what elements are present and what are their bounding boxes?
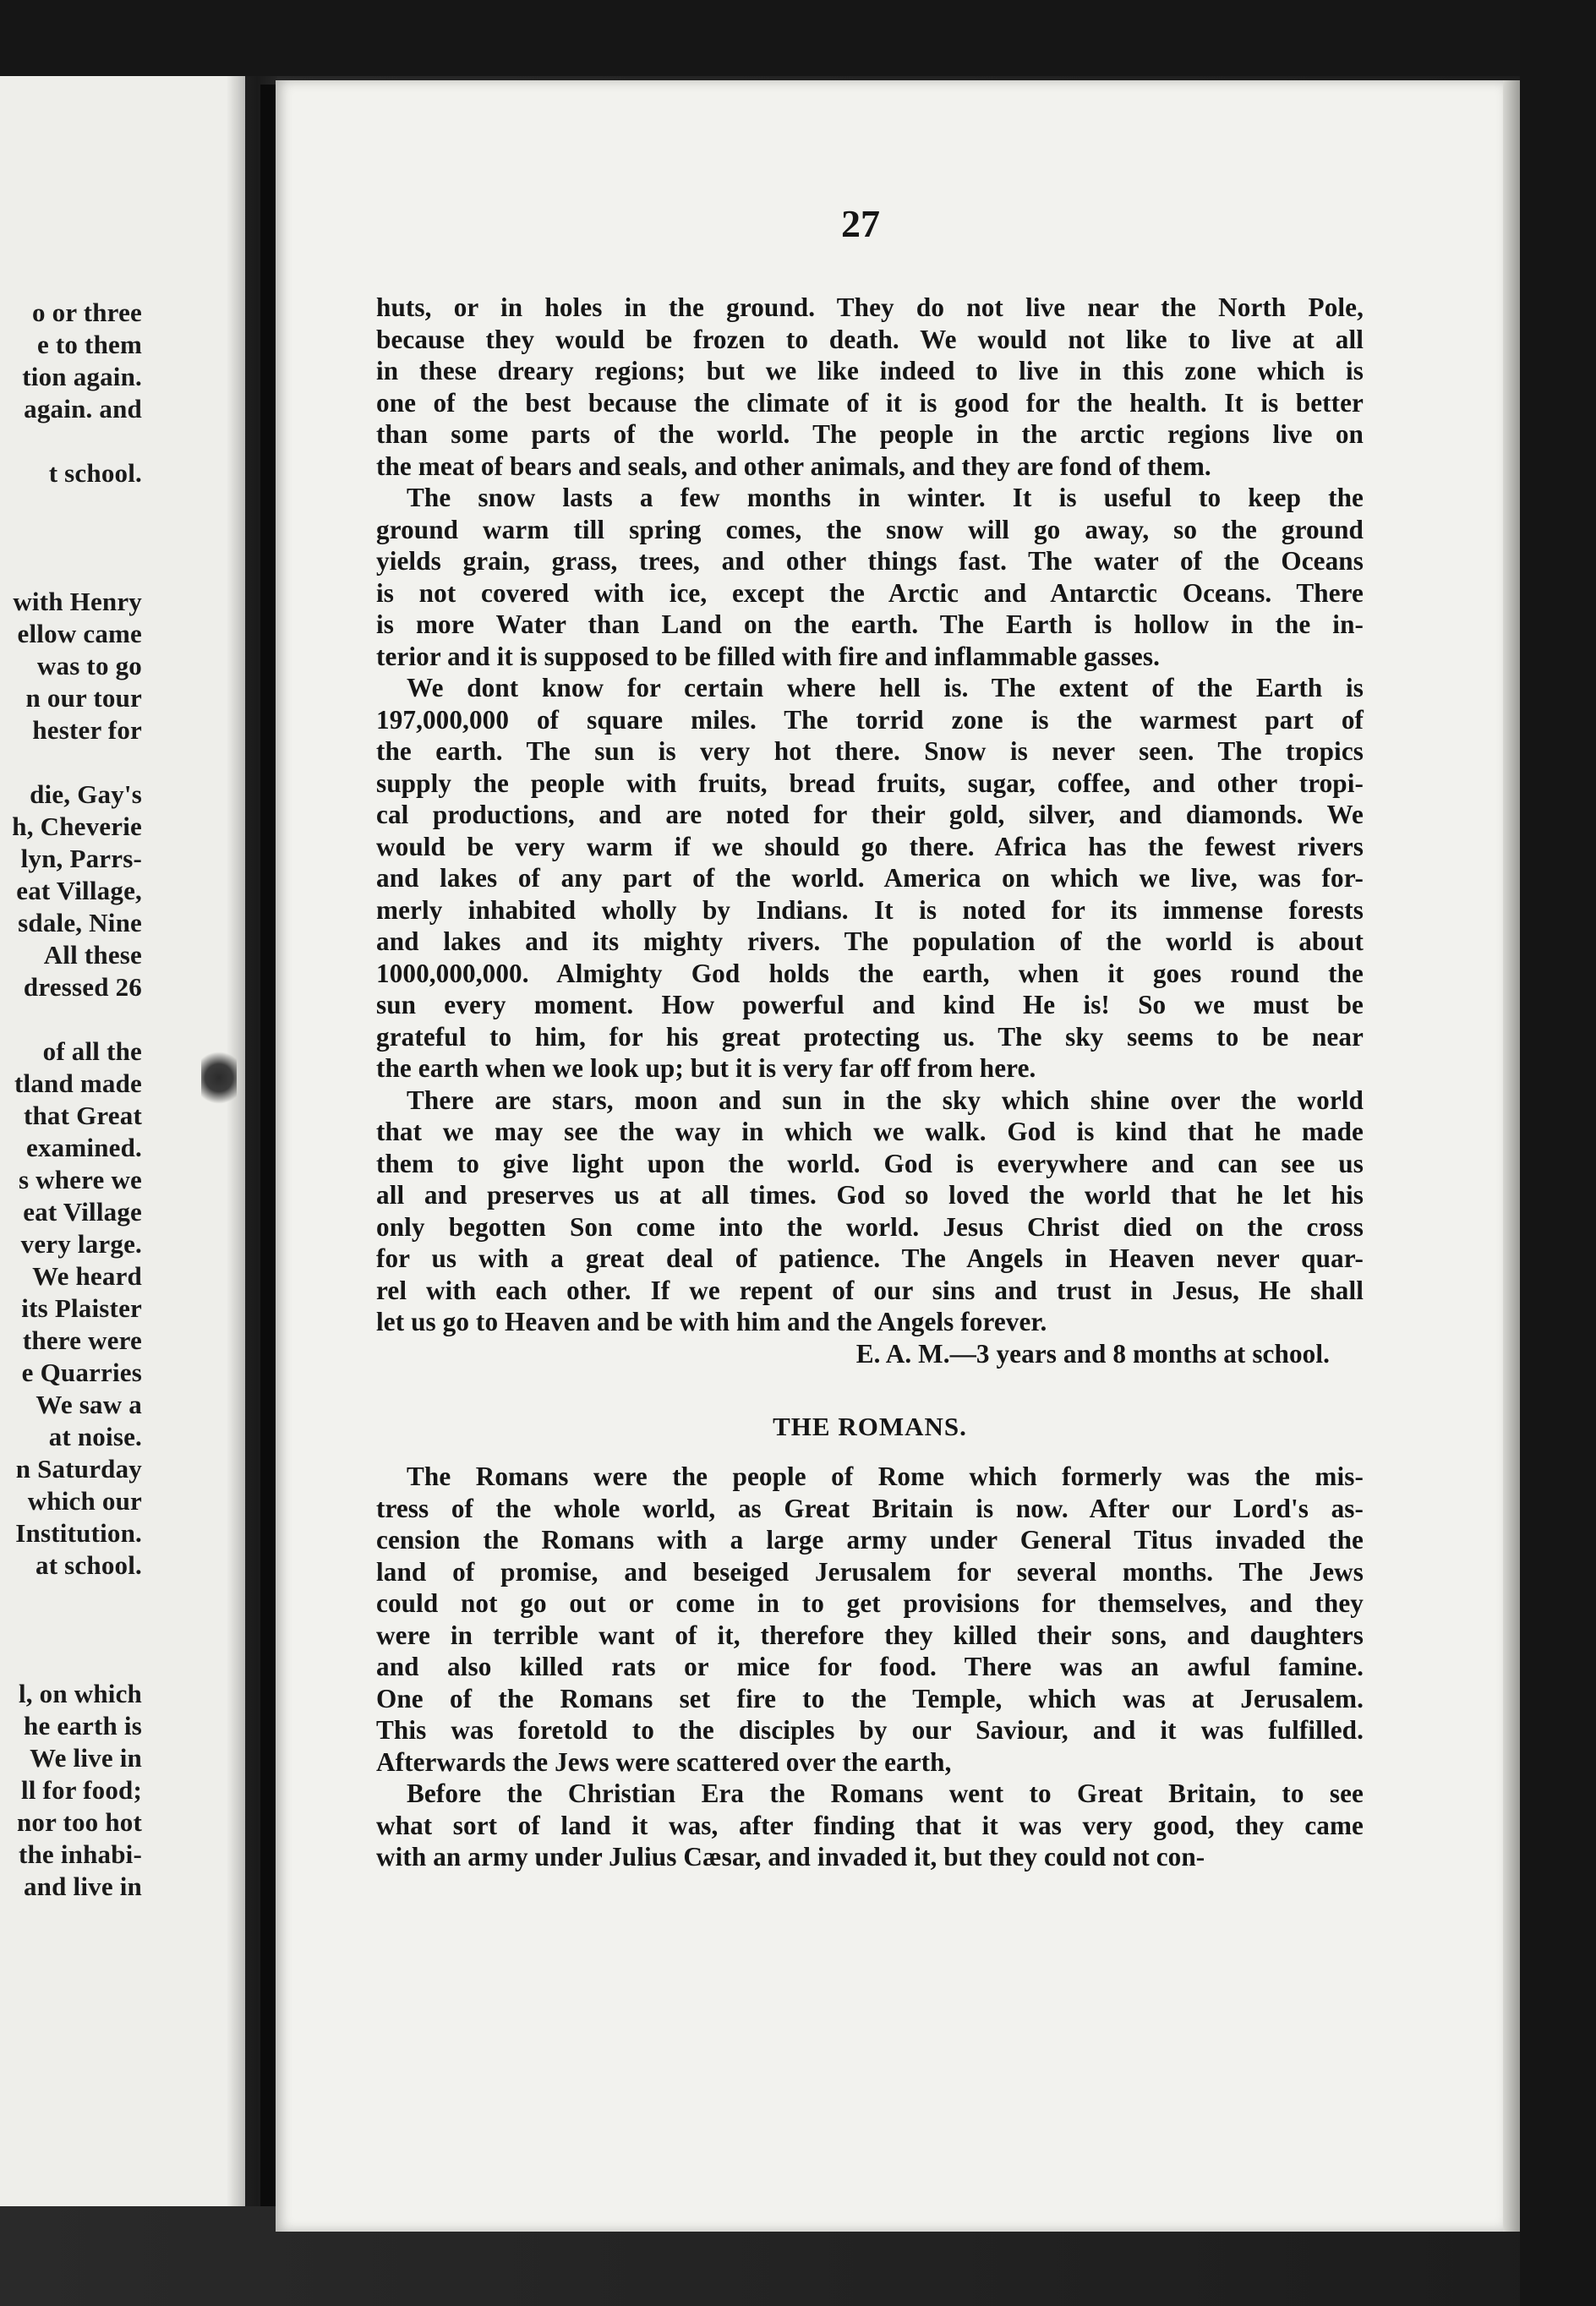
text-line: for us with a great deal of patience. The Angels in Heaven never quar- xyxy=(376,1243,1364,1273)
text-line: and also killed rats or mice for food. There was an awful famine. xyxy=(376,1652,1364,1681)
text-line: merly inhabited wholly by Indians. It is noted for its immense forests xyxy=(376,894,1364,925)
left-page-line: examined. xyxy=(26,1133,142,1162)
text-line: supply the people with fruits, bread fruits, sugar, coffee, and other tropi- xyxy=(376,768,1364,798)
text-line: that we may see the way in which we walk. God is kind that he made xyxy=(376,1117,1364,1146)
left-page-line: We live in xyxy=(30,1743,142,1773)
page-number: 27 xyxy=(841,202,880,245)
author-signature: E. A. M.—3 years and 8 months at school. xyxy=(855,1338,1330,1369)
left-page-line: e to them xyxy=(36,330,142,359)
left-page-line: eat Village, xyxy=(16,876,142,905)
left-page-line: which our xyxy=(27,1486,142,1516)
text-line: and lakes and its mighty rivers. The population of the world is about xyxy=(376,926,1364,956)
body-text xyxy=(376,292,1364,1873)
text-line: only begotten Son come into the world. Jesus Christ died on the cross xyxy=(376,1211,1364,1242)
left-page-line: ellow came xyxy=(17,619,142,648)
left-page-line: ll for food; xyxy=(20,1775,142,1805)
text-line: 1000,000,000. Almighty God holds the earth, when it goes round the xyxy=(376,958,1364,988)
page-edge xyxy=(1503,80,1520,2232)
text-line: There are stars, moon and sun in the sky which shine over the world xyxy=(407,1085,1364,1115)
left-page-line: that Great xyxy=(23,1101,142,1130)
left-page-line: sdale, Nine xyxy=(18,908,142,937)
text-line: Afterwards the Jews were scattered over the earth, xyxy=(376,1746,952,1777)
left-page-line: die, Gay's xyxy=(30,779,142,809)
left-page-line: n Saturday xyxy=(15,1454,142,1484)
left-page-line: at school. xyxy=(36,1550,142,1580)
section-heading: THE ROMANS. xyxy=(773,1412,967,1441)
text-line: sun every moment. How powerful and kind He is! So we must be xyxy=(376,990,1364,1019)
text-line: terior and it is supposed to be filled with fire and inflammable gasses. xyxy=(376,641,1161,671)
left-page-line: We saw a xyxy=(36,1390,142,1419)
book-spine xyxy=(260,85,276,2206)
left-page-line: o or three xyxy=(32,298,142,327)
text-line: 197,000,000 of square miles. The torrid zone is the warmest part of xyxy=(376,704,1364,735)
text-line: than some parts of the world. The people in the arctic regions live on xyxy=(376,419,1364,449)
text-line: ground warm till spring comes, the snow will go away, so the ground xyxy=(376,514,1364,544)
left-page-line: dressed 26 xyxy=(23,972,142,1002)
text-line: tress of the whole world, as Great Britain is now. After our Lord's as- xyxy=(376,1493,1364,1523)
left-page-line: and live in xyxy=(23,1872,142,1901)
left-page-line: there were xyxy=(22,1325,142,1355)
text-line: cal productions, and are noted for their gold, silver, and diamonds. We xyxy=(376,800,1364,829)
text-line: The snow lasts a few months in winter. It is useful to keep the xyxy=(407,483,1364,512)
text-line: We dont know for certain where hell is. The extent of the Earth is xyxy=(407,673,1364,702)
scanner-top-strip xyxy=(0,0,1596,76)
text-line: let us go to Heaven and be with him and the Angels forever. xyxy=(376,1307,1047,1336)
text-line: because they would be frozen to death. We would not like to live at all xyxy=(376,324,1364,354)
left-page-line: e Quarries xyxy=(21,1358,142,1387)
text-line: and lakes of any part of the world. America on which we live, was for- xyxy=(376,863,1364,893)
left-page-line: again. and xyxy=(24,394,142,423)
text-line: the earth when we look up; but it is very far off from here. xyxy=(376,1053,1036,1083)
left-page-line: lyn, Parrs- xyxy=(20,844,142,873)
left-page-line: was to go xyxy=(36,651,142,680)
text-line: huts, or in holes in the ground. They do not live near the North Pole, xyxy=(376,292,1364,322)
left-page-line: n our tour xyxy=(25,683,142,713)
text-line: yields grain, grass, trees, and other things fast. The water of the Oceans xyxy=(376,546,1364,576)
text-line: land of promise, and beseiged Jerusalem for several months. The Jews xyxy=(376,1556,1364,1587)
text-line: in these dreary regions; but we like indeed to live in this zone which is xyxy=(376,356,1364,385)
text-line: them to give light upon the world. God is everywhere and can see us xyxy=(376,1148,1364,1178)
left-page-line: tion again. xyxy=(22,362,142,391)
left-page-line: its Plaister xyxy=(21,1293,142,1323)
text-line: Before the Christian Era the Romans went to Great Britain, to see xyxy=(407,1779,1364,1808)
text-line: could not go out or come in to get provisions for themselves, and they xyxy=(376,1588,1364,1618)
text-line: This was foretold to the disciples by our Saviour, and it was fulfilled. xyxy=(376,1715,1364,1745)
left-page-line: hester for xyxy=(32,715,142,745)
text-line: would be very warm if we should go there. Africa has the fewest rivers xyxy=(376,831,1364,861)
left-page-line: We heard xyxy=(32,1261,142,1291)
text-line: cension the Romans with a large army under General Titus invaded the xyxy=(376,1525,1364,1555)
left-page-line: tland made xyxy=(14,1068,142,1098)
left-page-line: l, on which xyxy=(18,1679,142,1708)
left-page-line: s where we xyxy=(18,1165,142,1194)
left-page-line: of all the xyxy=(42,1036,142,1066)
text-line: One of the Romans set fire to the Temple, which was at Jerusalem. xyxy=(376,1683,1364,1713)
facing-page-left xyxy=(0,76,245,2206)
text-line: what sort of land it was, after finding that it was very good, they came xyxy=(376,1810,1364,1840)
text-line: the meat of bears and seals, and other animals, and they are fond of them. xyxy=(376,451,1211,481)
text-line: rel with each other. If we repent of our sins and trust in Jesus, He shall xyxy=(376,1275,1364,1305)
left-page-line: t school. xyxy=(48,458,142,488)
text-line: the earth. The sun is very hot there. Snow is never seen. The tropics xyxy=(376,736,1364,766)
left-page-line: very large. xyxy=(20,1229,142,1259)
left-page-line: nor too hot xyxy=(16,1807,142,1837)
left-page-line: at noise. xyxy=(48,1422,142,1451)
left-page-line: with Henry xyxy=(13,587,142,616)
text-line: were in terrible want of it, therefore they killed their sons, and daughters xyxy=(376,1620,1364,1650)
left-page-line: he earth is xyxy=(24,1711,142,1740)
text-line: with an army under Julius Cæsar, and invaded it, but they could not con- xyxy=(376,1842,1205,1872)
scanner-right-border xyxy=(1520,0,1596,2306)
left-page-line: All these xyxy=(43,940,142,970)
left-page-line: Institution. xyxy=(15,1518,142,1548)
text-line: grateful to him, for his great protecting us. The sky seems to be near xyxy=(376,1021,1364,1052)
text-line: is not covered with ice, except the Arctic and Antarctic Oceans. There xyxy=(376,577,1364,608)
text-line: all and preserves us at all times. God so loved the world that he let his xyxy=(376,1180,1364,1210)
left-page-line: h, Cheverie xyxy=(12,811,142,841)
binding-stain-left xyxy=(201,1048,237,1107)
text-line: The Romans were the people of Rome which formerly was the mis- xyxy=(407,1462,1364,1491)
text-line: one of the best because the climate of it is good for the health. It is better xyxy=(376,387,1364,418)
left-page-line: eat Village xyxy=(23,1197,142,1227)
left-page-line: the inhabi- xyxy=(18,1839,142,1869)
text-line: is more Water than Land on the earth. The Earth is hollow in the in- xyxy=(376,609,1364,639)
